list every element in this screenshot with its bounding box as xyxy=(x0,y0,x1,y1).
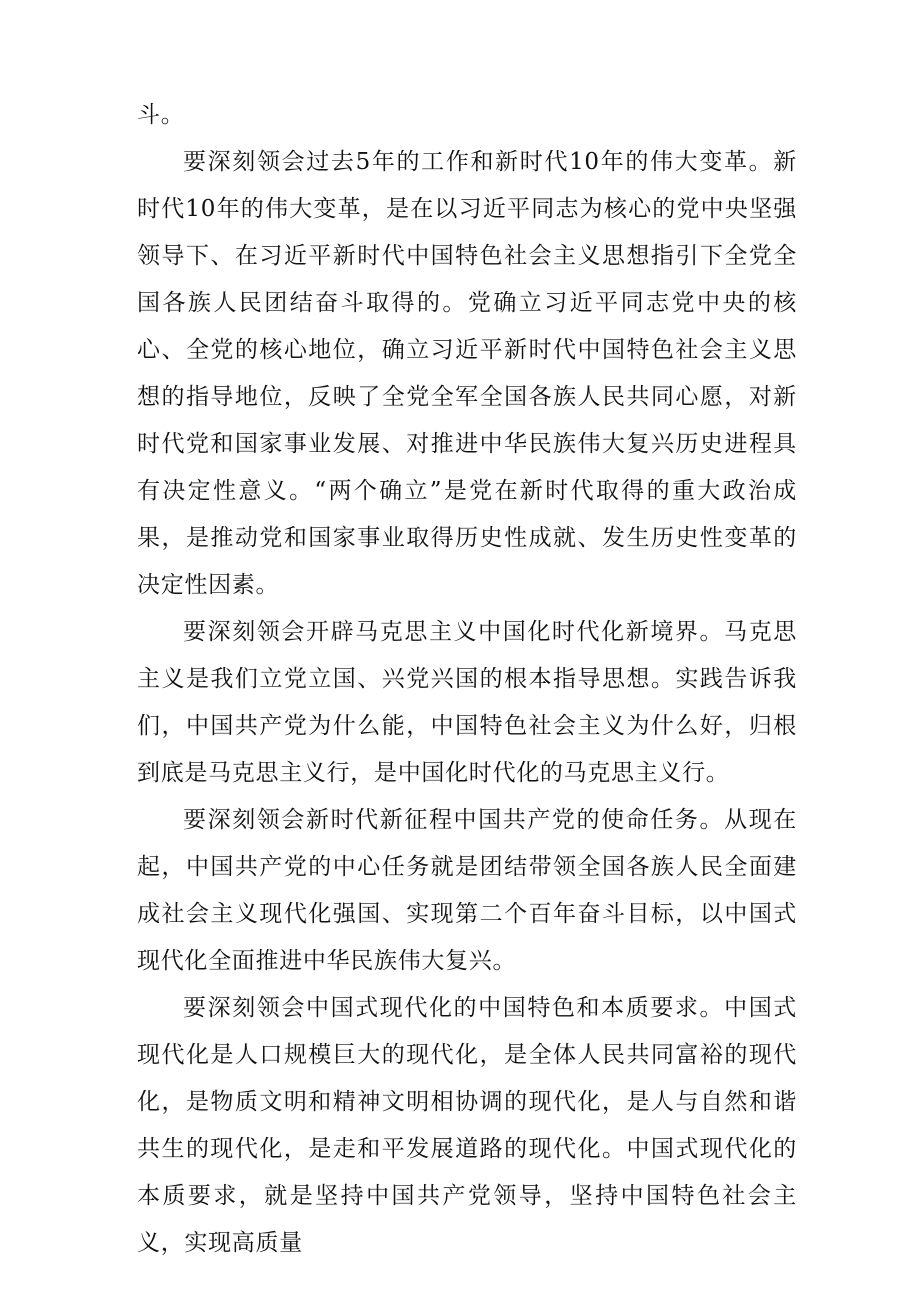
document-body xyxy=(137,92,797,1267)
paragraph-mission-tasks: 要深刻领会新时代新征程中国共产党的使命任务。从现在起，中国共产党的中心任务就是团结带领全国各族人民全面建成社会主义现代化强国、实现第二个百年奋斗目标，以中国式现代化全面推进中华民族伟大复兴。 xyxy=(137,807,797,974)
paragraph-chinese-modernization: 要深刻领会中国式现代化的中国特色和本质要求。中国式现代化是人口规模巨大的现代化，是全体人民共同富裕的现代化，是物质文明和精神文明相协调的现代化，是人与自然和谐共生的现代化，是走和平发展道路的现代化。中国式现代化的本质要求，就是坚持中国共产党领导，坚持中国特色社会主义，实现高质量 xyxy=(137,995,797,1256)
paragraph-marxism-new-realm: 要深刻领会开辟马克思主义中国化时代化新境界。马克思主义是我们立党立国、兴党兴国的根本指导思想。实践告诉我们，中国共产党为什么能，中国特色社会主义为什么好，归根到底是马克思主义行，是中国化时代化的马克思主义行。 xyxy=(137,619,797,786)
paragraph-continuation: 斗。 xyxy=(137,102,185,128)
paragraph-five-years-and-decade: 要深刻领会过去5年的工作和新时代10年的伟大变革。新时代10年的伟大变革，是在以习近平同志为核心的党中央坚强领导下、在习近平新时代中国特色社会主义思想指引下全党全国各族人民团结奋斗取得的。党确立习近平同志党中央的核心、全党的核心地位，确立习近平新时代中国特色社会主义思想的指导地位，反映了全党全军全国各族人民共同心愿，对新时代党和国家事业发展、对推进中华民族伟大复兴历史进程具有决定性意义。“两个确立”是党在新时代取得的重大政治成果，是推动党和国家事业取得历史性成就、发生历史性变革的决定性因素。 xyxy=(137,149,797,598)
